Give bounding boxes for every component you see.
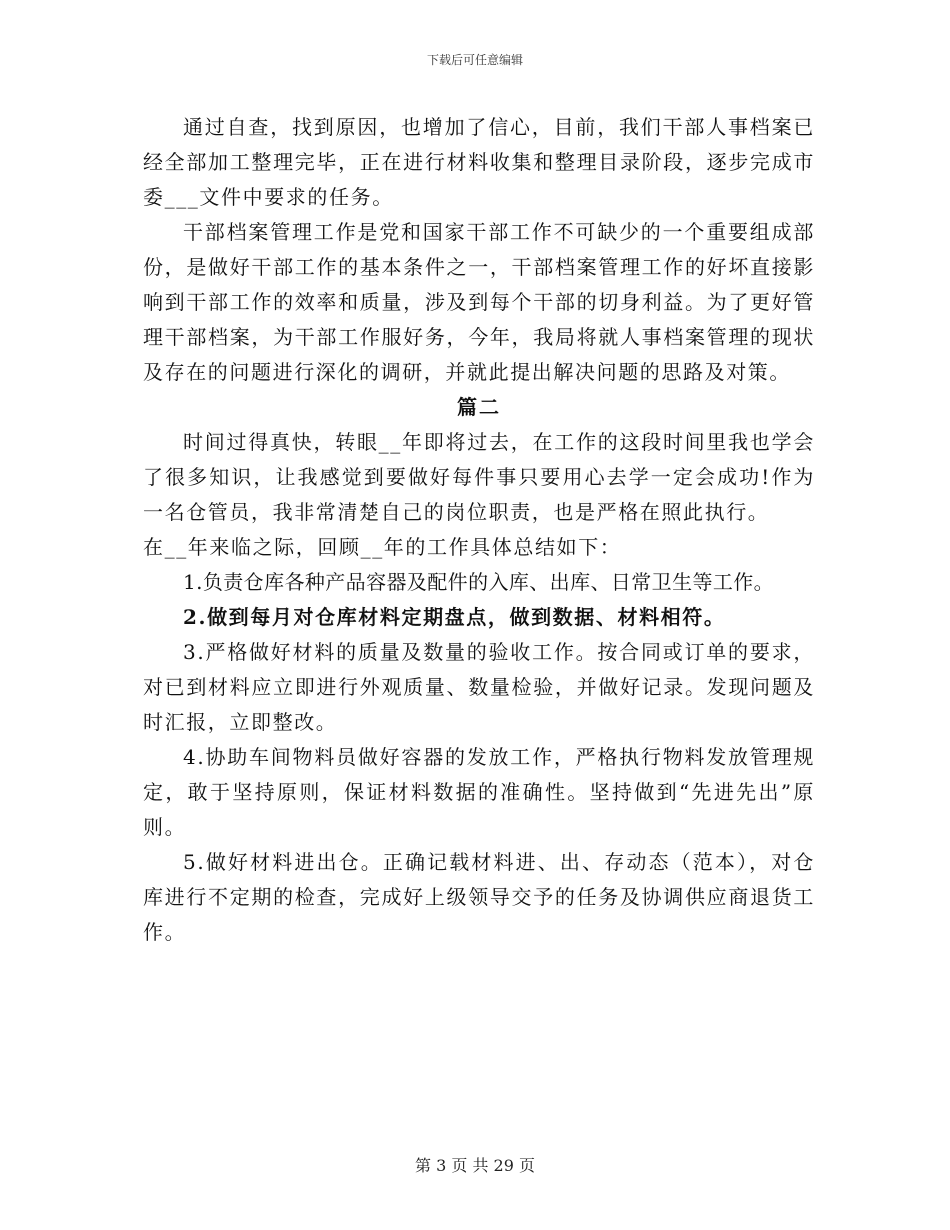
list-item-5: 5.做好材料进出仓。正确记载材料进、出、存动态（范本），对仓库进行不定期的检查，完成好上级领导交予的任务及协调供应商退货工作。: [143, 850, 815, 944]
paragraph-archive-management: 干部档案管理工作是党和国家干部工作不可缺少的一个重要组成部份，是做好干部工作的基本条件之一，干部档案管理工作的好坏直接影响到干部工作的效率和质量，涉及到每个干部的切身利益。为了更好管理干部档案，为干部工作服好务，今年，我局将就人事档案管理的现状及存在的问题进行深化的调研，并就此提出解决问题的思路及对策。: [143, 220, 815, 384]
document-body: [143, 110, 815, 950]
section-heading: 篇二: [457, 395, 501, 419]
list-item-4: 4.协助车间物料员做好容器的发放工作，严格执行物料发放管理规定，敢于坚持原则，保证材料数据的准确性。坚持做到“先进先出”原则。: [143, 745, 815, 839]
paragraph-self-inspection: 通过自查，找到原因，也增加了信心，目前，我们干部人事档案已经全部加工整理完毕，正在进行材料收集和整理目录阶段，逐步完成市委___文件中要求的任务。: [143, 115, 815, 209]
list-item-3: 3.严格做好材料的质量及数量的验收工作。按合同或订单的要求，对已到材料应立即进行外观质量、数量检验，并做好记录。发现问题及时汇报，立即整改。: [143, 640, 815, 734]
page-header: 下载后可任意编辑: [426, 53, 523, 67]
list-item-1: 1.负责仓库各种产品容器及配件的入库、出库、日常卫生等工作。: [183, 570, 775, 594]
paragraph-intro: 时间过得真快，转眼__年即将过去，在工作的这段时间里我也学会了很多知识，让我感觉到要做好每件事只要用心去学一定会成功!作为一名仓管员，我非常清楚自己的岗位职责，也是严格在照此执行。: [143, 430, 815, 524]
list-item-2: 2.做到每月对仓库材料定期盘点，做到数据、材料相符。: [183, 605, 726, 629]
paragraph-summary-lead: 在__年来临之际，回顾__年的工作具体总结如下：: [143, 535, 622, 559]
page-number: 第 3 页 共 29 页: [415, 1156, 535, 1175]
